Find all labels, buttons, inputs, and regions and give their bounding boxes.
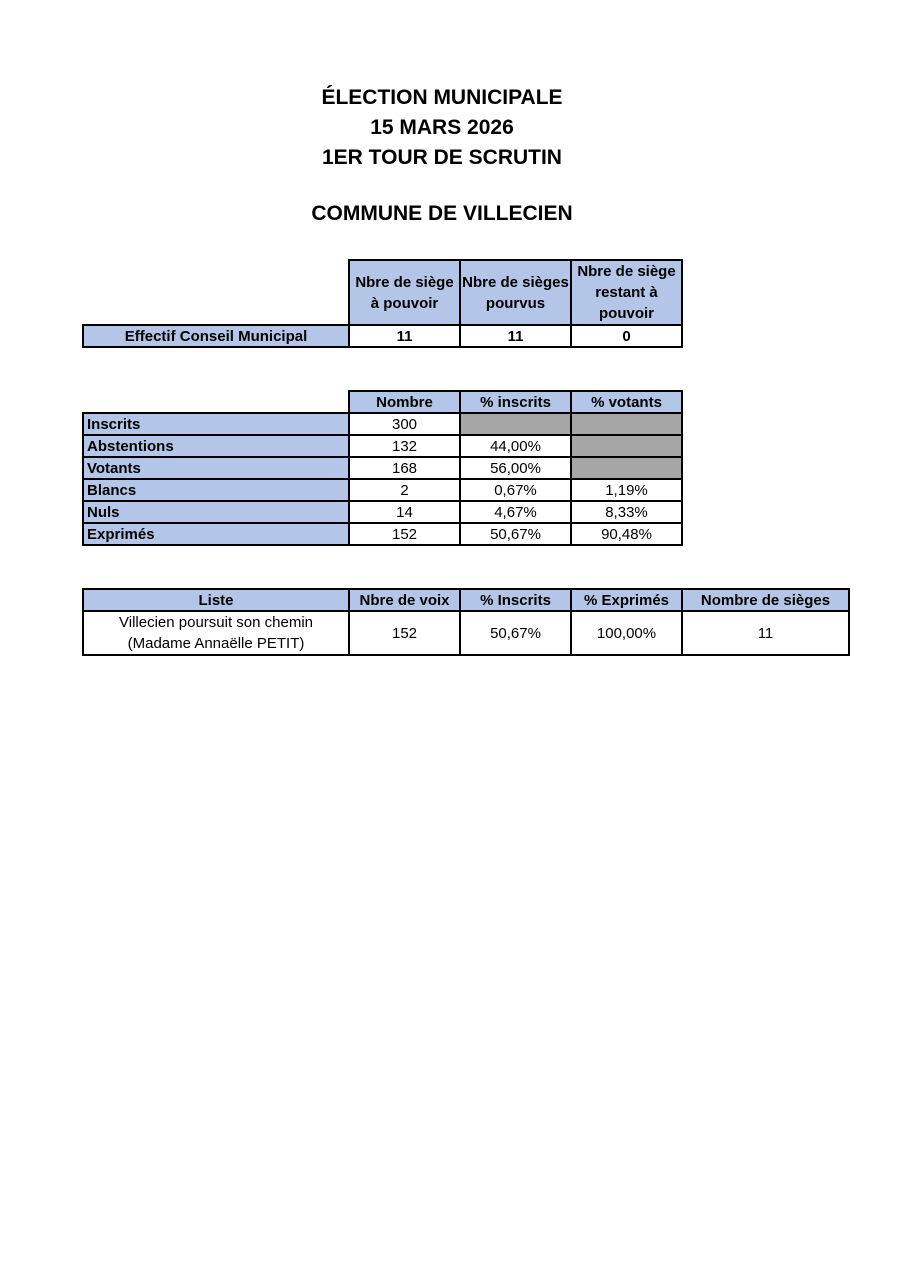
- participation-row-label: Inscrits: [82, 412, 350, 436]
- results-header-sieges: Nombre de sièges: [681, 588, 850, 612]
- participation-header-pct-votants: % votants: [570, 390, 683, 414]
- results-header-liste: Liste: [82, 588, 350, 612]
- seats-value-restant: 0: [570, 324, 683, 348]
- results-header-pct-inscrits: % Inscrits: [459, 588, 572, 612]
- results-pct-exprimes: 100,00%: [570, 610, 683, 656]
- participation-nombre: 168: [348, 456, 461, 480]
- results-liste-name: Villecien poursuit son chemin: [119, 614, 313, 631]
- participation-pct-inscrits: 0,67%: [459, 478, 572, 502]
- participation-pct-inscrits: 50,67%: [459, 522, 572, 546]
- participation-row-label: Exprimés: [82, 522, 350, 546]
- participation-pct-inscrits-empty: [459, 412, 572, 436]
- participation-pct-votants: 8,33%: [570, 500, 683, 524]
- participation-header-nombre: Nombre: [348, 390, 461, 414]
- results-header-pct-exprimes: % Exprimés: [570, 588, 683, 612]
- participation-nombre: 300: [348, 412, 461, 436]
- participation-nombre: 2: [348, 478, 461, 502]
- results-liste-head: (Madame Annaëlle PETIT): [127, 635, 305, 652]
- results-pct-inscrits: 50,67%: [459, 610, 572, 656]
- participation-row-label: Votants: [82, 456, 350, 480]
- election-round: 1ER TOUR DE SCRUTIN: [322, 146, 562, 169]
- participation-row-label: Blancs: [82, 478, 350, 502]
- participation-nombre: 152: [348, 522, 461, 546]
- participation-pct-inscrits: 44,00%: [459, 434, 572, 458]
- participation-pct-votants-empty: [570, 434, 683, 458]
- seats-row-label: Effectif Conseil Municipal: [82, 324, 350, 348]
- seats-value-a-pourvoir: 11: [348, 324, 461, 348]
- election-date: 15 MARS 2026: [370, 116, 514, 139]
- participation-row-label: Nuls: [82, 500, 350, 524]
- seats-header-a-pourvoir: Nbre de siège à pouvoir: [348, 259, 461, 326]
- participation-pct-inscrits: 4,67%: [459, 500, 572, 524]
- seats-header-restant: Nbre de siège restant à pouvoir: [570, 259, 683, 326]
- participation-pct-votants-empty: [570, 456, 683, 480]
- seats-value-pourvus: 11: [459, 324, 572, 348]
- results-sieges: 11: [681, 610, 850, 656]
- participation-nombre: 14: [348, 500, 461, 524]
- commune-title: COMMUNE DE VILLECIEN: [311, 202, 573, 225]
- results-voix: 152: [348, 610, 461, 656]
- participation-pct-inscrits: 56,00%: [459, 456, 572, 480]
- participation-row-label: Abstentions: [82, 434, 350, 458]
- seats-header-pourvus: Nbre de sièges pourvus: [459, 259, 572, 326]
- participation-nombre: 132: [348, 434, 461, 458]
- participation-pct-votants: 90,48%: [570, 522, 683, 546]
- results-liste-cell: [82, 610, 350, 656]
- results-header-voix: Nbre de voix: [348, 588, 461, 612]
- participation-header-pct-inscrits: % inscrits: [459, 390, 572, 414]
- participation-pct-votants-empty: [570, 412, 683, 436]
- participation-pct-votants: 1,19%: [570, 478, 683, 502]
- election-title: ÉLECTION MUNICIPALE: [321, 86, 563, 109]
